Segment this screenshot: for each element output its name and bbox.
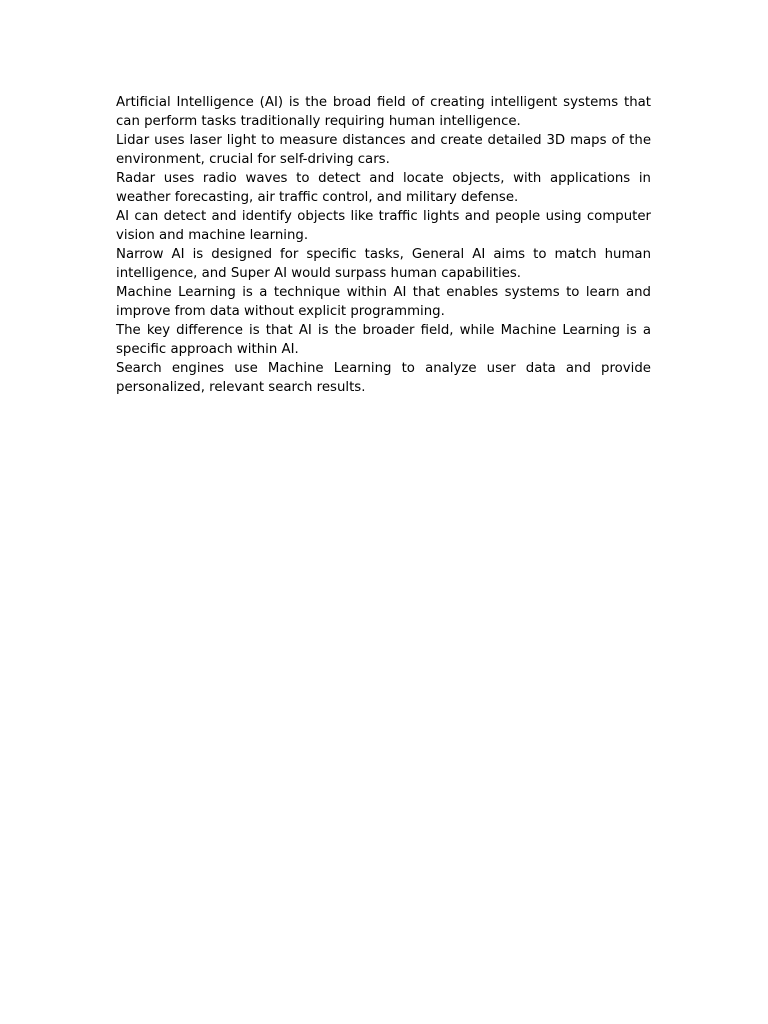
- paragraph-search-engines: Search engines use Machine Learning to analyze user data and provide personalized, relevant search results.: [116, 361, 651, 395]
- paragraph-ai-vs-ml: The key difference is that AI is the broader field, while Machine Learning is a specific approach within AI.: [116, 323, 651, 357]
- paragraph-ai-definition: Artificial Intelligence (AI) is the broad field of creating intelligent systems that can perform tasks traditionally requiring human intelligence.: [116, 95, 651, 129]
- document-body: [116, 93, 651, 397]
- paragraph-ai-types: Narrow AI is designed for specific tasks, General AI aims to match human intelligence, and Super AI would surpass human capabilities.: [116, 247, 651, 281]
- paragraph-object-detection: AI can detect and identify objects like traffic lights and people using computer vision and machine learning.: [116, 209, 651, 243]
- paragraph-machine-learning: Machine Learning is a technique within AI that enables systems to learn and improve from data without explicit programming.: [116, 285, 651, 319]
- paragraph-lidar: Lidar uses laser light to measure distances and create detailed 3D maps of the environment, crucial for self-driving cars.: [116, 133, 651, 167]
- paragraph-radar: Radar uses radio waves to detect and locate objects, with applications in weather forecasting, air traffic control, and military defense.: [116, 171, 651, 205]
